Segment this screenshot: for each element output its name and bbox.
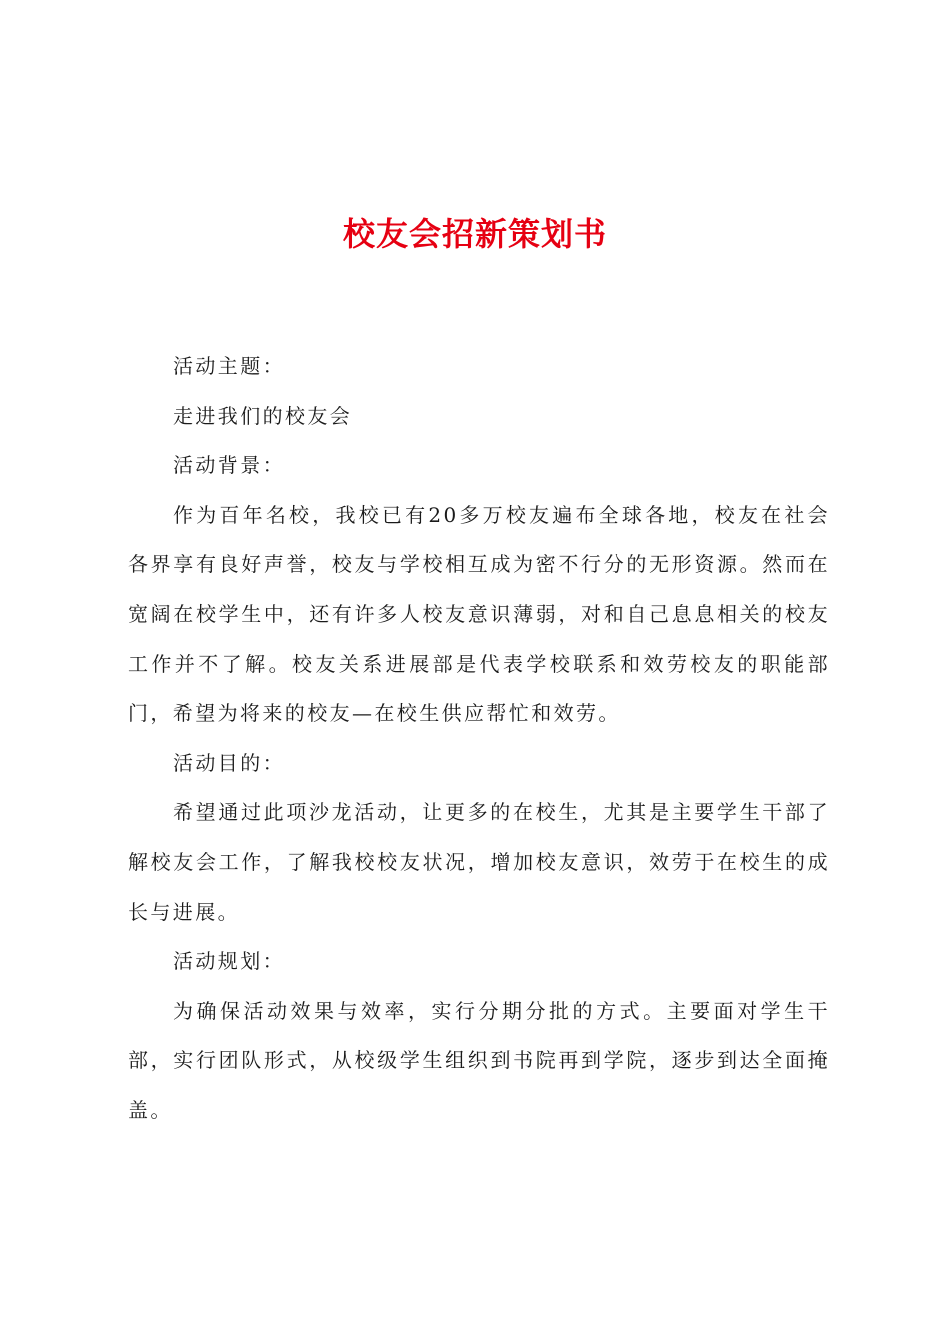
document-title: 校友会招新策划书 — [342, 215, 607, 253]
heading-activity-theme: 活动主题： — [173, 354, 285, 378]
paragraph-activity-plan: 为确保活动效果与效率，实行分期分批的方式。主要面对学生干部，实行团队形式，从校级学生组织到书院再到学院，逐步到达全面掩盖。 — [128, 998, 830, 1122]
paragraph-activity-purpose: 希望通过此项沙龙活动，让更多的在校生，尤其是主要学生干部了解校友会工作，了解我校校友状况，增加校友意识，效劳于在校生的成长与进展。 — [128, 800, 830, 924]
heading-activity-plan: 活动规划： — [173, 949, 285, 974]
heading-activity-background: 活动背景： — [173, 453, 285, 478]
heading-activity-purpose: 活动目的： — [173, 750, 285, 775]
paragraph-activity-background: 作为百年名校，我校已有20多万校友遍布全球各地，校友在社会各界享有良好声誉，校友与学校相互成为密不行分的无形资源。然而在宽阔在校学生中，还有许多人校友意识薄弱，对和自己息息相关的校友工作并不了解。校友关系进展部是代表学校联系和效劳校友的职能部门，希望为将来的校友—在校生供应帮忙和效劳。 — [128, 502, 830, 726]
paragraph-activity-theme: 走进我们的校友会 — [173, 403, 353, 428]
document-body — [128, 342, 830, 1136]
